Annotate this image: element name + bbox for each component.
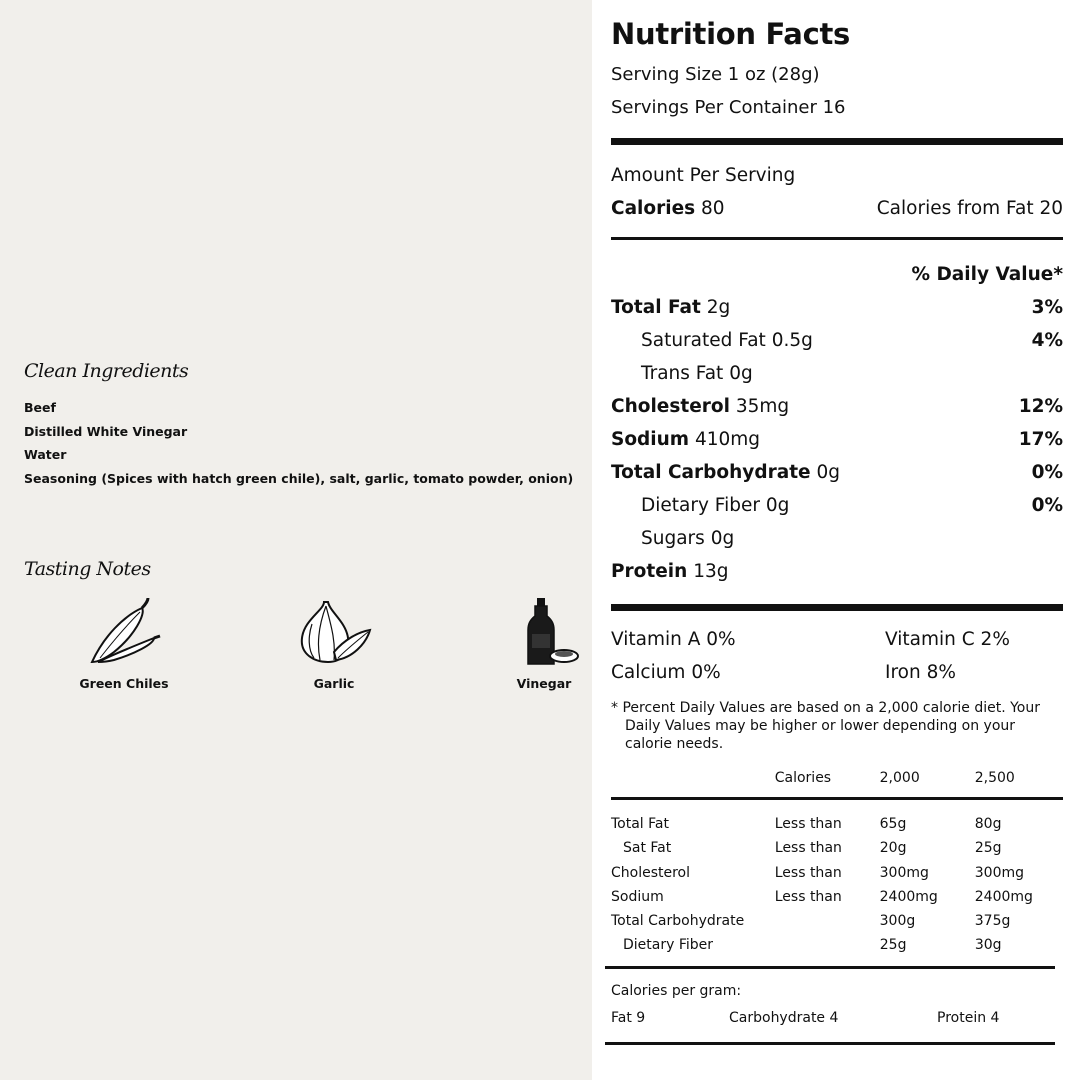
ingredients-list [24,396,573,490]
divider-thick [611,138,1063,145]
table-cell: 300g [879,913,916,930]
nutrient-amount: 35mg [735,396,790,417]
calories-per-gram-row [611,1006,1063,1030]
table-cell: 25g [879,937,907,954]
nutrient-amount: 0.5g [771,330,813,351]
calories-label: Calories [611,198,696,219]
table-cell: 375g [974,913,1011,930]
table-row [611,812,1063,836]
nutrient-amount: 0g [765,495,790,516]
nutrient-name: Cholesterol [611,396,730,417]
cpg-carb: Carbohydrate 4 [729,1010,839,1027]
servings-per-container: Servings Per Container 16 [611,97,846,118]
footnote: * Percent Daily Values are based on a 2,000 calorie diet. Your Daily Values may be higher or lower depending on your calorie needs. [611,700,1040,752]
nutrient-row [611,390,1063,423]
divider-thick [611,604,1063,611]
serving-size: Serving Size 1 oz (28g) [611,64,820,85]
tasting-note-vinegar [484,596,604,691]
table-cell: Less than [774,816,842,832]
nutrient-daily-value: 0% [1031,495,1063,516]
tasting-note-green-chiles [64,596,184,691]
table-row [611,909,1063,933]
amount-per-serving: Amount Per Serving [611,165,796,186]
cpg-fat: Fat 9 [611,1010,646,1027]
nutrient-daily-value: 0% [1031,462,1063,483]
table-cell: 25g [974,840,1002,857]
nutrient-amount: 0g [710,528,735,549]
nutrient-name: Protein [611,561,688,582]
nutrient-row [611,522,1063,555]
nutrient-row [611,291,1063,324]
nutrient-name: Total Fat [611,297,701,318]
calcium: Calcium 0% [611,662,721,683]
ingredient-item: Distilled White Vinegar [24,423,188,439]
chile-icon [84,596,164,668]
cpg-protein: Protein 4 [937,1010,1000,1027]
divider-medium [611,797,1063,800]
daily-value-header: % Daily Value* [911,264,1063,285]
ingredient-item: Seasoning (Spices with hatch green chile), salt, garlic, tomato powder, onion) [24,470,574,486]
calories-from-fat: Calories from Fat 20 [876,198,1063,219]
nutrient-amount: 13g [693,561,729,582]
tasting-note-label: Green Chiles [79,676,169,691]
nutrient-row [611,489,1063,522]
tasting-note-label: Vinegar [516,676,572,691]
table-cell: 2400mg [974,888,1033,905]
table-cell: 20g [879,840,907,857]
daily-values-table [611,763,1063,1045]
nutrition-facts-panel [592,0,1080,1080]
nutrient-amount: 410mg [694,429,761,450]
table-cell: Less than [774,888,842,905]
vitamin-c: Vitamin C 2% [885,629,1010,650]
tasting-notes-heading: Tasting Notes [24,558,151,580]
divider-medium [611,237,1063,240]
clean-ingredients-heading: Clean Ingredients [24,360,189,382]
nutrient-name: Trans Fat [641,363,724,384]
nutrient-amount: 0g [729,363,753,384]
table-cell: Less than [774,840,842,857]
table-header: Calories 2,000 2,500 [774,770,1015,786]
nutrient-name: Saturated Fat [641,330,766,351]
nutrient-row [611,555,1063,588]
table-cell: Dietary Fiber [623,937,714,954]
table-cell: Total Fat [611,816,669,832]
nutrient-daily-value: 3% [1031,297,1063,318]
nutrient-name: Sodium [611,429,690,450]
nutrient-amount: 2g [706,297,731,318]
nutrient-daily-value: 17% [1018,429,1063,450]
table-row [611,885,1063,909]
divider-medium [605,1042,1055,1045]
ingredient-item: Water [24,447,67,462]
table-cell: 30g [974,937,1002,954]
table-row [611,836,1063,860]
divider-medium [605,966,1055,969]
nutrient-name: Dietary Fiber [641,495,760,516]
nutrient-row [611,357,1063,390]
nutrition-facts-label [611,14,1063,1045]
tasting-note-label: Garlic [313,676,355,691]
table-rows [611,812,1063,958]
table-cell: 2400mg [879,888,938,905]
table-cell: 300mg [879,864,929,881]
nutrient-rows [611,291,1063,588]
table-cell: Sodium [611,888,664,905]
vitamin-a: Vitamin A 0% [611,629,736,650]
table-cell: Less than [774,864,842,881]
table-cell: 65g [879,816,907,832]
table-cell [775,933,880,957]
vinegar-bottle-icon [504,596,584,668]
table-cell [775,909,880,933]
calories-value: 80 [701,198,725,219]
table-row [611,861,1063,885]
nutrient-daily-value: 4% [1031,330,1063,351]
nutrient-name: Total Carbohydrate [611,462,811,483]
nutrient-amount: 0g [816,462,840,483]
garlic-icon [294,596,374,668]
nutrition-title: Nutrition Facts [611,17,850,51]
table-cell: 80g [974,816,1002,832]
calories-per-gram-label: Calories per gram: [611,982,742,999]
table-cell: 300mg [974,864,1024,881]
table-cell: Sat Fat [623,840,672,857]
ingredient-item: Beef [24,400,56,415]
nutrient-row [611,324,1063,357]
nutrient-name: Sugars [641,528,705,549]
nutrient-row [611,456,1063,489]
iron: Iron 8% [885,662,956,683]
table-cell: Cholesterol [611,864,691,881]
table-cell: Total Carbohydrate [611,913,745,930]
nutrient-row [611,423,1063,456]
table-row [611,933,1063,957]
nutrient-daily-value: 12% [1018,396,1063,417]
tasting-note-garlic [274,596,394,691]
